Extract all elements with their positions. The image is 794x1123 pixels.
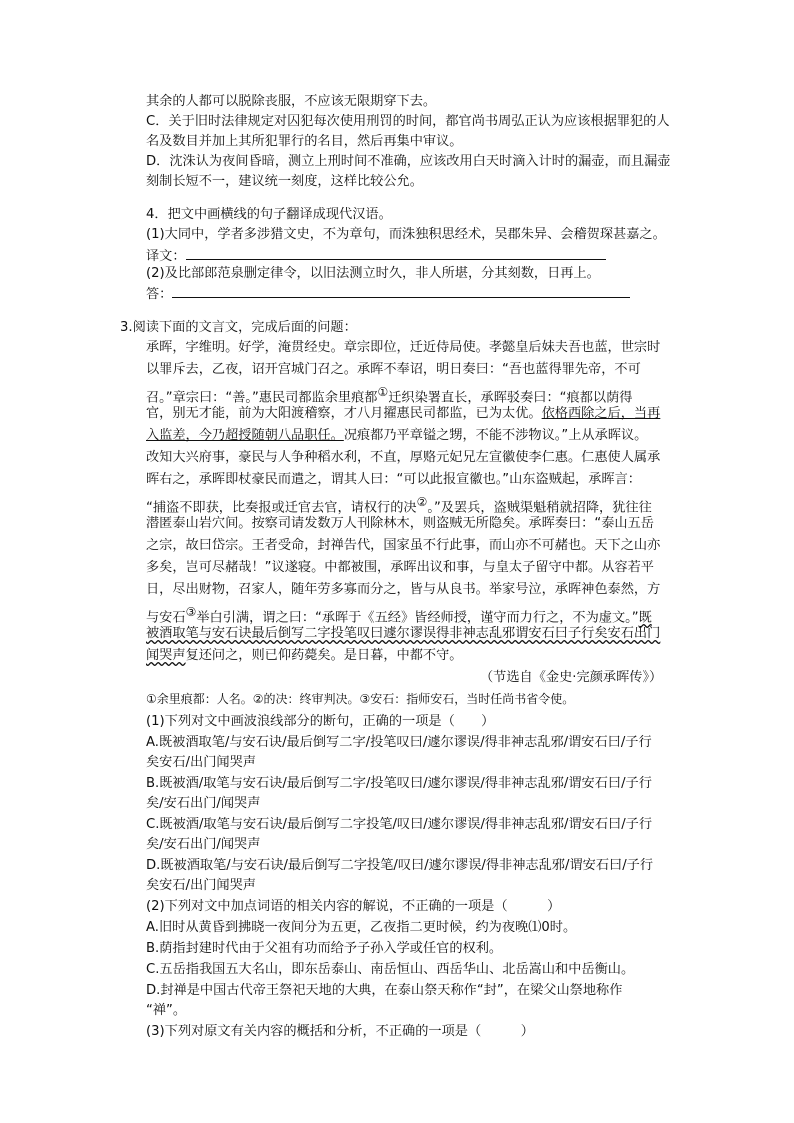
passage-line — [146, 404, 660, 424]
option-d-line-2: 刻制长短不一，建议统一刻度，这样比较公允。 — [146, 174, 423, 189]
option-b-line-2: 矣/安石出门/闻哭声 — [146, 796, 261, 811]
question-4-sentence-1: (1)大同中，学者多涉猎文史，不为章句，而洙独积思经术，吴郡朱异、会稽贺琛甚嘉之。 — [146, 227, 666, 242]
answer-blank-1[interactable] — [186, 245, 606, 260]
answer-blank-2[interactable] — [172, 283, 630, 298]
answer-label-1: 译文： — [146, 249, 186, 264]
underlined-sentence: 依格西除之后，当再 — [541, 406, 661, 421]
source-citation: （节选自《金史·完颜承晖传》） — [480, 670, 663, 685]
underlined-sentence: 入监差，今乃超授随朝八品职任。 — [146, 428, 344, 443]
answer-label-2: 答： — [146, 287, 173, 302]
passage-text: “捕盗不即获，比奏报或迁官去官，请权行的决 — [146, 500, 417, 516]
footnote-marker: ③ — [185, 605, 197, 619]
sub-question-3: (3)下列对原文有关内容的概括和分析，不正确的一项是（ ） — [146, 1024, 534, 1039]
wavy-underlined-text: 既 — [638, 610, 652, 626]
passage-line — [146, 646, 463, 666]
option-b-line-1: B.既被酒/取笔与安石诀/最后倒写二字/投笔叹曰/遽尔谬误/得非神志乱邪/谓安石曰/子行 — [146, 776, 652, 791]
passage-line — [146, 624, 660, 644]
passage-line: 潜匿泰山岩穴间。按察司请发数万人刊除林木，则盗贼无所隐矣。承晖奏曰：“泰山五岳 — [146, 516, 654, 531]
passage-line: 之宗，故曰岱宗。王者受命，封禅告代，国家虽不行此事，而山亦不可赭也。天下之山亦 — [146, 538, 661, 553]
footnotes: ①余里痕都：人名。②的决：终审判决。③安石：指师安石，当时任尚书省令使。 — [146, 692, 575, 706]
passage-line: 晖右之，承晖即杖豪民而遣之，谓其人曰：“可以此报宣徽也。”山东盗贼起，承晖言： — [146, 472, 641, 487]
passage-line: 改知大兴府事，豪民与人争种稻水利，不直，厚赂元妃兄左宣徽使李仁惠。仁惠使人属承 — [146, 450, 661, 465]
question-4-sentence-2: (2)及比部郎范泉删定律令，以旧法测立时久，非人所堪，分其刻数，日再上。 — [146, 266, 600, 281]
option-d-line-1: D．沈洙认为夜间昏暗，测立上刑时间不准确，应该改用白天时滴入计时的漏壶，而且漏壶 — [146, 154, 671, 169]
sub-question-2: (2)下列对文中加点词语的相关内容的解说，不正确的一项是（ ） — [146, 899, 561, 914]
passage-text: 举白引满，谓之曰：“承晖于《五经》皆经师授，谨守而力行之，不为虚文。” — [196, 610, 639, 626]
option-c-line-2: 名及数目并加上其所犯罪行的名目，然后再集中审议。 — [146, 134, 463, 149]
footnote-marker: ① — [377, 385, 389, 399]
option-c-line-2: 矣/安石出门/闻哭声 — [146, 837, 261, 852]
option-c: C.五岳指我国五大名山，即东岳泰山、南岳恒山、西岳华山、北岳嵩山和中岳衡山。 — [146, 962, 635, 977]
question-4-answer-2 — [146, 283, 630, 305]
option-a-line-1: A.既被酒取笔/与安石诀/最后倒写二字/投笔叹曰/遽尔谬误/得非神志乱邪/谓安石曰/子行 — [146, 735, 652, 750]
option-b-continuation: 其余的人都可以脱除丧服，不应该无限期穿下去。 — [146, 94, 437, 109]
wavy-underlined-text: 被酒取笔与安石诀最后倒写二字投笔叹曰遽尔谬误得非神志乱邪谓安石曰子行矣安石出门 — [146, 626, 661, 641]
option-d-line-1: D.封禅是中国古代帝王祭祀天地的大典，在泰山祭天称作“封”，在梁父山祭地称作 — [146, 983, 623, 998]
option-d-line-2: 矣安石/出门闻哭声 — [146, 878, 256, 893]
question-4-title: 4．把文中画横线的句子翻译成现代汉语。 — [146, 207, 392, 222]
option-c-line-1: C.既被酒/取笔与安石诀/最后倒写二字投笔/叹曰/遽尔谬误/得非神志乱邪/谓安石曰/子行 — [146, 817, 653, 832]
wavy-underlined-text: 闻哭声 — [146, 648, 186, 663]
footnote-marker: ② — [416, 495, 428, 509]
option-d-line-2: “禅”。 — [146, 1003, 187, 1018]
option-c-line-1: C．关于旧时法律规定对囚犯每次使用刑罚的时间，都官尚书周弘正认为应该根据罪犯的人 — [146, 114, 670, 129]
passage-line: 承晖，字维明。好学，淹贯经史。章宗即位，迁近侍局使。孝懿皇后妹夫吾也蓝，世宗时 — [146, 340, 661, 355]
passage-text: 迁织染署直长，承晖驳奏曰：“痕都以荫得 — [388, 390, 633, 406]
question-3-heading: 3.阅读下面的文言文，完成后面的问题： — [120, 320, 357, 335]
passage-text: 召。”章宗曰：“善。”惠民司都监余里痕都 — [146, 390, 378, 406]
passage-text: 况痕都乃平章镒之甥，不能不涉物议。”上从承晖议。 — [343, 428, 648, 443]
passage-text: 。”及罢兵，盗贼渠魁稍就招降，犹往往 — [427, 500, 652, 516]
passage-line: 日，尽出财物，召家人，随年劳多寡而分之，皆与从良书。举家号泣，承晖神色泰然，方 — [146, 582, 661, 597]
passage-line — [146, 426, 647, 446]
sub-question-1: (1)下列对文中画波浪线部分的断句，正确的一项是（ ） — [146, 714, 495, 729]
passage-line: 多矣，岂可尽赭哉！”议遂寝。中都被围，承晖出议和事，与皇太子留守中都。从容若平 — [146, 560, 654, 575]
passage-line: 以罪斥去，乙夜，诏开宫城门召之。承晖不奉诏，明日奏曰：“吾也蓝得罪先帝，不可 — [146, 362, 641, 377]
passage-text: 官，别无才能，前为大阳渡稽察，才八月擢惠民司都监，已为太优。 — [146, 406, 542, 421]
passage-text: 与安石 — [146, 610, 186, 626]
option-d-line-1: D.既被酒取笔/与安石诀/最后倒写二字投笔/叹曰/遽尔谬误/得非神志乱邪/谓安石曰/子行 — [146, 858, 654, 873]
option-b: B.荫指封建时代由于父祖有功而给予子孙入学或任官的权利。 — [146, 941, 503, 956]
passage-text: 复还问之，则已仰药薨矣。是日暮，中都不守。 — [185, 648, 463, 663]
option-a-line-2: 矣安石/出门闻哭声 — [146, 755, 256, 770]
option-a: A.旧时从黄昏到拂晓一夜间分为五更，乙夜指二更时候，约为夜晚⑴0时。 — [146, 920, 577, 935]
